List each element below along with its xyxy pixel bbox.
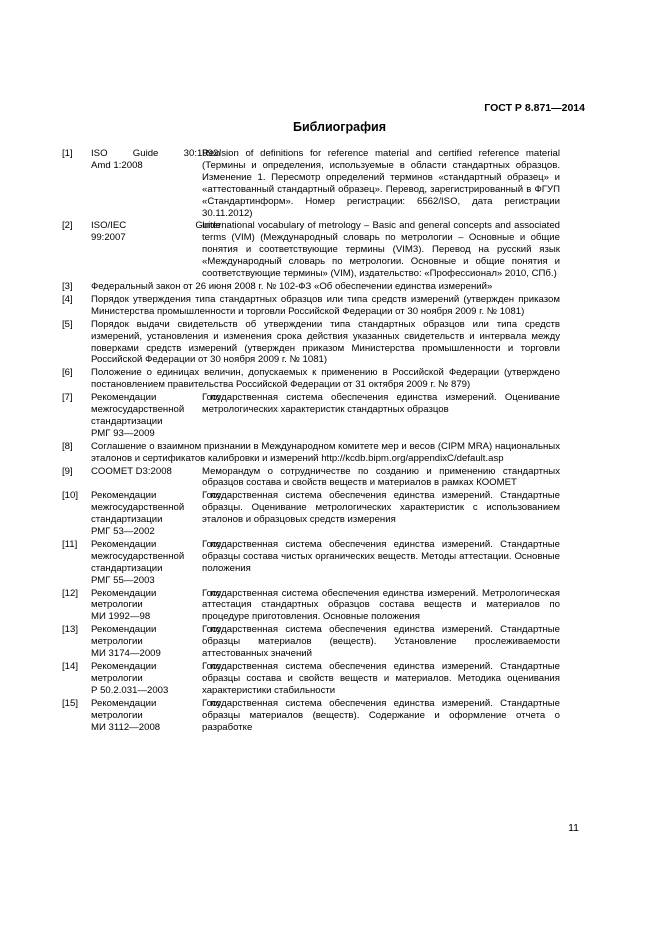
entry-source-line: Amd 1:2008 <box>91 159 143 171</box>
entry-description: Меморандум о сотрудничестве по созданию и применению стандартных образцов состава и свойств веществ и материалов в рамках КООМЕТ <box>202 465 560 489</box>
entry-source-line: метрологии <box>91 636 143 648</box>
entry-description: Порядок выдачи свидетельств об утверждении типа стандартных образцов или типа средств измерений, установления и изменения срока действия указанных свидетельств и интервала между поверками средств измерений (утвержден приказом Министерства промышленности и торговли Российской Федерации от 30 ноября 2009 г. № 1081) <box>91 318 560 366</box>
entry-source <box>91 220 221 244</box>
entry-source-line: метрологии <box>91 599 143 611</box>
entry-source-line: Рекомендации по <box>91 392 221 404</box>
bibliography-entry <box>62 698 560 734</box>
entry-source-line: стандартизации <box>91 514 163 526</box>
entry-source-line: метрологии <box>91 709 143 721</box>
entry-source-line: Рекомендации по <box>91 490 221 502</box>
page-number: 11 <box>568 822 579 834</box>
entry-number: [15] <box>62 697 79 709</box>
entry-source-line: межгосударственной <box>91 404 185 416</box>
page-title: Библиография <box>292 120 387 134</box>
entry-number: [11] <box>62 538 78 550</box>
entry-number: [6] <box>62 367 73 379</box>
entry-source-line: ISO Guide 30:1992/ <box>91 148 221 159</box>
entry-number: [9] <box>62 465 73 477</box>
entry-number: [13] <box>62 624 79 636</box>
entry-source-line: РМГ 93—2009 <box>91 427 155 439</box>
bibliography-entry <box>62 624 560 660</box>
bibliography-entry <box>62 220 560 280</box>
entry-source <box>91 588 221 624</box>
entry-source-line: РМГ 53—2002 <box>91 526 155 538</box>
entry-source-line: Рекомендации по <box>91 538 221 550</box>
entry-description: Государственная система обеспечения единства измерений. Стандартные образцы состава и свойств веществ и материалов. Методика оценивания характеристики стабильности <box>202 660 560 696</box>
bibliography-entry <box>62 392 560 440</box>
entry-source <box>91 698 221 734</box>
entry-source-line: Р 50.2.031—2003 <box>91 684 169 696</box>
bibliography-entry <box>62 539 560 587</box>
bibliography-entry <box>62 441 560 465</box>
bibliography-entry <box>62 367 560 391</box>
entry-source <box>91 392 221 440</box>
bibliography-entry <box>62 294 560 318</box>
bibliography-entry <box>62 466 560 490</box>
entry-number: [14] <box>62 660 79 672</box>
entry-description: Положение о единицах величин, допускаемых к применению в Российской Федерации (утверждено постановлением правительства Российской Федерации от 31 октября 2009 г. № 879) <box>91 367 560 391</box>
entry-number: [1] <box>62 148 73 159</box>
entry-number: [4] <box>62 293 73 305</box>
entry-source <box>91 466 221 478</box>
entry-description: Федеральный закон от 26 июня 2008 г. № 102-ФЗ «Об обеспечении единства измерений» <box>91 280 493 292</box>
entry-source <box>91 539 221 587</box>
entry-number: [2] <box>62 220 73 232</box>
entry-source <box>91 148 221 172</box>
entry-number: [5] <box>62 318 73 330</box>
entry-source-line: Рекомендации по <box>91 587 221 599</box>
entry-description: Государственная система обеспечения единства измерений. Стандартные образцы состава чистых органических веществ. Методы аттестации. Основные положения <box>202 538 560 574</box>
bibliography-entry <box>62 490 560 538</box>
entry-description: Государственная система обеспечения единства измерений. Метрологическая аттестация стандартных образцов состава веществ и материалов по процедуре приготовления. Основные положения <box>202 587 560 623</box>
entry-source-line: межгосударственной <box>91 502 185 514</box>
entry-source-line: Рекомендации по <box>91 624 221 636</box>
entry-description: Соглашение о взаимном признании в Международном комитете мер и весов (CIPM MRA) национальных эталонов и сертификатов калибровки и измерений http://kcdb.bipm.org/appendixC/default.asp <box>91 440 560 464</box>
entry-description: Государственная система обеспечения единства измерений. Стандартные образцы. Оценивание метрологических характеристик с использованием эталонов и образцовых средств измерения <box>202 490 560 526</box>
entry-number: [3] <box>62 280 73 292</box>
entry-description: Государственная система обеспечения единства измерений. Стандартные образцы материалов (веществ). Установление прослеживаемости аттестованных значений <box>202 624 560 660</box>
entry-description: Государственная система обеспечения единства измерений. Стандартные образцы материалов (веществ). Содержание и оформление отчета о разработке <box>202 697 560 733</box>
entry-source-line: МИ 3174—2009 <box>91 648 161 660</box>
bibliography-list <box>62 148 560 734</box>
entry-source-line: Рекомендации по <box>91 697 221 709</box>
entry-number: [12] <box>62 587 79 599</box>
entry-description: Государственная система обеспечения единства измерений. Оценивание метрологических характеристик стандартных образцов <box>202 392 560 416</box>
entry-source-line: ISO/IEC Guide <box>91 220 221 232</box>
entry-source <box>91 624 221 660</box>
entry-number: [8] <box>62 440 73 452</box>
entry-description: International vocabulary of metrology – Basic and general concepts and associated terms (VIM) (Международный словарь по метрологии – Основные и общие понятия и соответствующие термины (VIM3). Перевод на русский язык «Международный словарь по метрологии. Основные и общие понятия и соответствующие термины» (VIM), издательство: «Профессионал» 2010, СПб.) <box>202 220 560 280</box>
entry-source <box>91 490 221 538</box>
entry-source-line: метрологии <box>91 672 143 684</box>
entry-source-line: РМГ 55—2003 <box>91 574 155 586</box>
entry-number: [7] <box>62 392 73 404</box>
bibliography-entry <box>62 148 560 219</box>
bibliography-entry <box>62 661 560 697</box>
document-standard-code: ГОСТ Р 8.871—2014 <box>484 102 585 114</box>
entry-number: [10] <box>62 490 79 502</box>
bibliography-entry <box>62 588 560 624</box>
entry-source-line: стандартизации <box>91 415 163 427</box>
entry-source-line: Рекомендации по <box>91 660 221 672</box>
entry-source-line: МИ 1992—98 <box>91 611 151 623</box>
entry-description: Revision of definitions for reference material and certified reference material (Термины и определения, используемые в области стандартных образцов. Изменение 1. Пересмотр определений терминов «стандартный образец» и «аттестованный стандартный образец». Перевод, зарегистрированный в ФГУП «Стандартинформ». Номер регистрации: 6562/ISO, дата регистрации 30.11.2012) <box>202 148 560 219</box>
bibliography-entry <box>62 281 560 293</box>
entry-source-line: межгосударственной <box>91 550 185 562</box>
entry-source-line: 99:2007 <box>91 232 126 244</box>
entry-description: Порядок утверждения типа стандартных образцов или типа средств измерений (утвержден приказом Министерства промышленности и торговли Российской Федерации от 30 ноября 2009 г. № 1081) <box>91 293 560 317</box>
entry-source-line: МИ 3112—2008 <box>91 721 161 733</box>
entry-source-line: стандартизации <box>91 562 163 574</box>
entry-source-line: COOMET D3:2008 <box>91 465 172 477</box>
bibliography-entry <box>62 319 560 367</box>
entry-source <box>91 661 221 697</box>
